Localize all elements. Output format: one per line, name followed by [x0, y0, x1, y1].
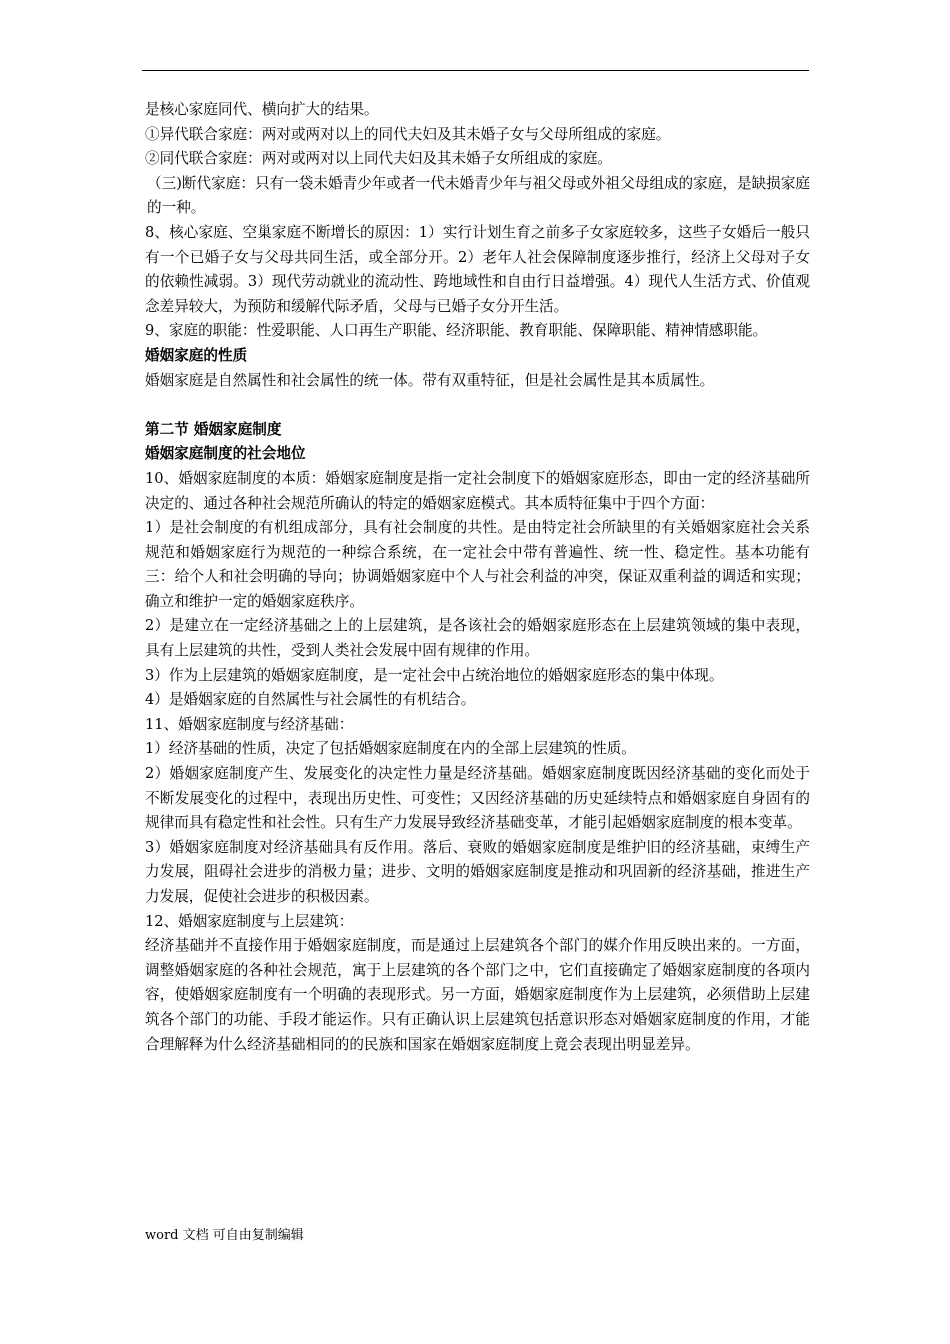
paragraph-6: 9、家庭的职能：性爱职能、人口再生产职能、经济职能、教育职能、保障职能、精神情感职能。	[145, 322, 768, 340]
header-rule	[142, 70, 809, 71]
paragraph-2: ①异代联合家庭：两对或两对以上的同代夫妇及其未婚子女与父母所组成的家庭。	[145, 125, 671, 143]
paragraph-1: 是核心家庭同代、横向扩大的结果。	[145, 101, 379, 118]
paragraph-18: 2）婚姻家庭制度产生、发展变化的决定性力量是经济基础。婚姻家庭制度既因经济基础的变化而处于不断发展变化的过程中，表现出历史性、可变性；又因经济基础的历史延续特点和婚姻家庭自身固有的规律而具有稳定性和社会性。只有生产力发展导致经济基础变革，才能引起婚姻家庭制度的根本变革。	[145, 765, 810, 832]
paragraph-12: 1）是社会制度的有机组成部分，具有社会制度的共性。是由特定社会所缺里的有关婚姻家庭社会关系规范和婚姻家庭行为规范的一种综合系统，在一定社会中带有普遍性、统一性、稳定性。基本功能有三：给个人和社会明确的导向；协调婚姻家庭中个人与社会利益的冲突，保证双重利益的调适和实现；确立和维护一定的婚姻家庭秩序。	[145, 519, 810, 610]
section-heading-chapter: 第二节 婚姻家庭制度	[145, 420, 282, 438]
page-footer: word 文档 可自由复制编辑	[145, 1228, 304, 1243]
paragraph-16: 11、婚姻家庭制度与经济基础：	[145, 715, 354, 733]
paragraph-20: 12、婚姻家庭制度与上层建筑：	[145, 912, 354, 930]
paragraph-11: 10、婚姻家庭制度的本质：婚姻家庭制度是指一定社会制度下的婚姻家庭形态，即由一定的经济基础所决定的、通过各种社会规范所确认的特定的婚姻家庭模式。其本质特征集中于四个方面：	[145, 469, 810, 512]
paragraph-15: 4）是婚姻家庭的自然属性与社会属性的有机结合。	[145, 691, 476, 709]
paragraph-19: 3）婚姻家庭制度对经济基础具有反作用。落后、衰败的婚姻家庭制度是维护旧的经济基础，束缚生产力发展，阻碍社会进步的消极力量；进步、文明的婚姻家庭制度是推动和巩固新的经济基础，推进生产力发展，促使社会进步的积极因素。	[145, 838, 810, 905]
paragraph-8: 婚姻家庭是自然属性和社会属性的统一体。带有双重特征，但是社会属性是其本质属性。	[145, 371, 715, 389]
section-heading-status: 婚姻家庭制度的社会地位	[145, 445, 306, 463]
blank-line	[145, 393, 810, 418]
document-body	[145, 98, 810, 1057]
paragraph-4: （三)断代家庭：只有一袋未婚青少年或者一代未婚青少年与祖父母或外祖父母组成的家庭，是缺损家庭的一种。	[147, 174, 810, 217]
paragraph-3: ②同代联合家庭：两对或两对以上同代夫妇及其未婚子女所组成的家庭。	[145, 150, 613, 168]
paragraph-17: 1）经济基础的性质，决定了包括婚姻家庭制度在内的全部上层建筑的性质。	[145, 740, 636, 758]
paragraph-21: 经济基础并不直接作用于婚姻家庭制度，而是通过上层建筑各个部门的媒介作用反映出来的。一方面，调整婚姻家庭的各种社会规范，寓于上层建筑的各个部门之中，它们直接确定了婚姻家庭制度的各项内容，使婚姻家庭制度有一个明确的表现形式。另一方面，婚姻家庭制度作为上层建筑，必须借助上层建筑各个部门的功能、手段才能运作。只有正确认识上层建筑包括意识形态对婚姻家庭制度的作用，才能合理解释为什么经济基础相同的的民族和国家在婚姻家庭制度上竟会表现出明显差异。	[145, 937, 810, 1053]
section-heading-nature: 婚姻家庭的性质	[145, 346, 248, 364]
paragraph-14: 3）作为上层建筑的婚姻家庭制度，是一定社会中占统治地位的婚姻家庭形态的集中体现。	[145, 666, 724, 684]
paragraph-5: 8、核心家庭、空巢家庭不断增长的原因：1）实行计划生育之前多子女家庭较多，这些子女婚后一般只有一个已婚子女与父母共同生活，或全部分开。2）老年人社会保障制度逐步推行，经济上父母对子女的依赖性减弱。3）现代劳动就业的流动性、跨地域性和自由行日益增强。4）现代人生活方式、价值观念差异较大，为预防和缓解代际矛盾，父母与已婚子女分开生活。	[145, 223, 810, 315]
paragraph-13: 2）是建立在一定经济基础之上的上层建筑，是各该社会的婚姻家庭形态在上层建筑领域的集中表现，具有上层建筑的共性，受到人类社会发展中固有规律的作用。	[145, 617, 810, 660]
